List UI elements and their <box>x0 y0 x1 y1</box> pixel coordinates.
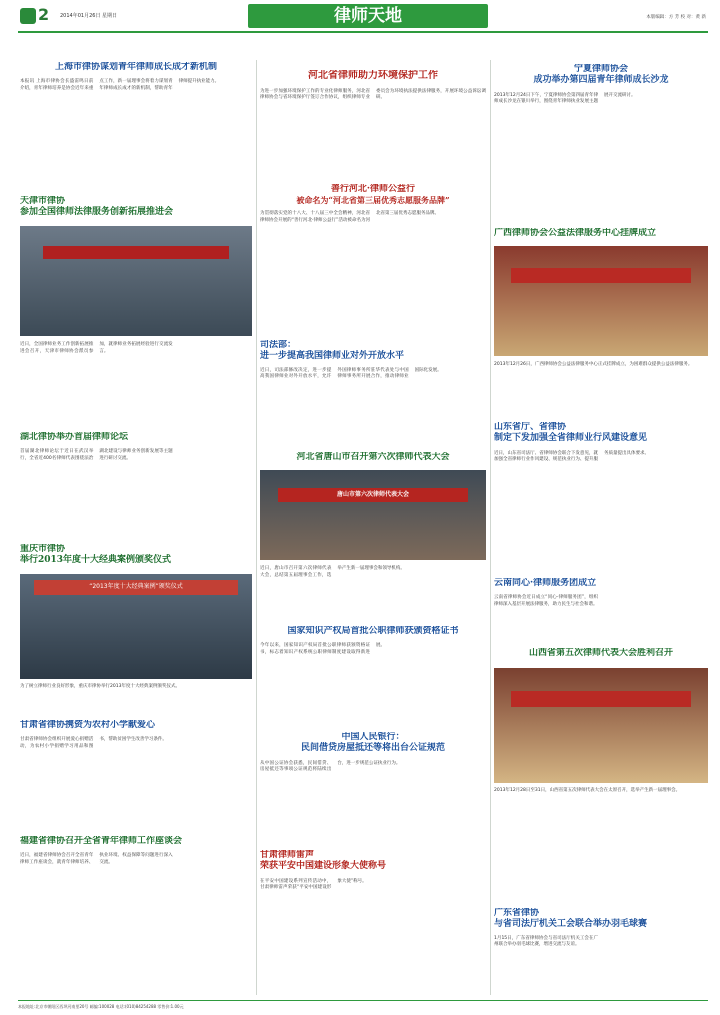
article-fujian <box>20 836 252 996</box>
article-gansu-ambassador <box>260 850 486 996</box>
article-body: 近日，司法部修改决定，进一步提高我国律师业对外开放水平，允许外国律师事务所驻华代表处与中国律师事务所开展合作，推动律师业国际化发展。 <box>260 367 442 380</box>
article-body: 近日，全国律师业务工作创新拓展推进会召开，天津市律师协会派员参加，就律师业务拓展经验进行交流发言。 <box>20 342 173 354</box>
article-body: 今年以来，国家知识产权局首批公职律师获颁资格证书，标志着知识产权系统公职律师制度建设取得新进展。 <box>260 643 385 656</box>
article-title: 福建省律协召开全省青年律师工作座谈会 <box>20 836 183 846</box>
article-subtitle: 参加全国律师法律服务创新拓展推进会 <box>20 207 174 218</box>
photo-banner <box>511 268 691 283</box>
photo-banner <box>511 691 691 707</box>
article-shanxi <box>494 648 708 833</box>
article-title: 河北省唐山市召开第六次律师代表大会 <box>296 452 450 462</box>
article-body: 近日，山东省司法厅、省律师协会联合下发意见，就加强全省律师行业作风建设、规范执业行为、提升服务质量提出具体要求。 <box>494 450 649 463</box>
issue-date: 2014年01月26日 星期日 <box>60 13 118 19</box>
article-title: 善行河北·律师公益行 <box>330 184 416 194</box>
article-subtitle: 进一步提高我国律师业对外开放水平 <box>260 351 405 362</box>
article-title: 中国人民银行： <box>341 732 405 742</box>
article-ipo <box>260 626 486 726</box>
article-tangshan <box>260 452 486 622</box>
section-title: 律师天地 <box>334 6 402 26</box>
article-title: 广东省律协 <box>494 908 540 918</box>
banner-text: 唐山市第六次律师代表大会 <box>278 488 468 502</box>
article-body: 云南省律师协会近日成立“同心·律师服务团”，组织律师深入基层开展法律服务，助力民生与社会和谐。 <box>494 595 598 608</box>
article-body: 为进一步加强环境保护工作的专业化律师服务，河北省律师协会与省环境保护厅签订合作协议，组织律师专业委员会为环境执法提供法律服务，开展环境公益诉讼调研。 <box>260 88 486 101</box>
article-subtitle: 制定下发加强全省律师业行风建设意见 <box>494 433 648 444</box>
article-hebei-env <box>260 70 486 175</box>
article-subtitle: 举行2013年度十大经典案例颁奖仪式 <box>20 555 172 566</box>
article-title: 宁夏律师协会 <box>573 64 628 74</box>
article-body: 为贯彻落实党的十八大、十八届三中全会精神，河北省律师协会开展的“善行河北·律师公益行”活动被命名为河北省第三届优秀志愿服务品牌。 <box>260 211 439 224</box>
article-title: 司法部： <box>260 340 297 350</box>
article-subtitle: 被命名为“河北省第三届优秀志愿服务品牌” <box>296 195 450 206</box>
article-subtitle: 荣获平安中国建设形象大使称号 <box>260 861 387 872</box>
article-body: 1月15日，广东省律师协会与省司法厅机关工会在广州联合举办羽毛球比赛，增进交流与友谊。 <box>494 935 598 948</box>
meeting-photo <box>20 226 252 336</box>
article-body: 近日，福建省律师协会召开全省青年律师工作座谈会，就青年律师培养、执业环境、权益保障等问题进行深入交流。 <box>20 853 173 866</box>
article-guangdong <box>494 908 708 996</box>
ceremony-photo <box>494 246 708 356</box>
column-divider <box>490 60 491 995</box>
article-body: 甘肃省律师协会组织开展爱心捐赠活动，为农村小学捐赠学习用品和图书，帮助贫困学生改善学习条件。 <box>20 737 167 750</box>
header-rule <box>18 31 708 33</box>
article-hubei <box>20 432 252 537</box>
section-banner <box>248 4 488 28</box>
article-body: 2013年12月24日下午，宁夏律师协会第四届青年律师成长沙龙在银川举行，围绕青年律师执业发展主题展开交流研讨。 <box>494 92 636 105</box>
article-title: 上海市律协谋划青年律师成长成才新机制 <box>54 62 217 72</box>
photo-caption: 2013年12月28日至31日，山西省第五次律师代表大会在太原召开，选举产生新一届理事会。 <box>494 788 681 793</box>
page-footer: 本报地址:北京市朝阳区西坝河南里20号 邮编:100028 电话:(010)84254288 零售价:1.00元 <box>18 1000 708 1012</box>
article-title: 山西省第五次律师代表大会胜利召开 <box>528 648 673 658</box>
article-title: 天津市律协 <box>20 196 66 206</box>
article-hebei-volunteer <box>260 184 486 334</box>
article-subtitle: 成功举办第四届青年律师成长沙龙 <box>533 75 669 86</box>
article-moj <box>260 340 486 440</box>
article-title: 重庆市律协 <box>20 544 66 554</box>
article-title: 山东省厅、省律协 <box>494 422 567 432</box>
article-title: 甘肃省律协携资为农村小学献爱心 <box>20 720 156 730</box>
banner-text: “2013年度十大经典案例”颁奖仪式 <box>34 580 238 595</box>
award-photo <box>20 574 252 679</box>
article-subtitle: 民间借贷房屋抵还等将出台公证规范 <box>300 743 445 754</box>
congress-photo <box>260 470 486 560</box>
article-title: 河北省律师助力环境保护工作 <box>308 70 438 81</box>
congress-photo <box>494 668 708 783</box>
article-body: 从中国公证协会获悉，民间借贷、房屋抵还等事项公证规范将陆续出台，进一步规范公证执业行为。 <box>260 760 401 773</box>
article-shandong <box>494 422 708 572</box>
article-chongqing <box>20 544 252 714</box>
photo-caption: 为了树立律师行业良好形象，重庆市律协举行2013年度十大经典案例颁奖仪式。 <box>20 684 180 689</box>
article-pboc <box>260 732 486 842</box>
article-subtitle: 与省司法厅机关工会联合举办羽毛球赛 <box>494 919 648 930</box>
article-tianjin <box>20 196 252 426</box>
article-title: 国家知识产权局首批公职律师获颁资格证书 <box>287 626 459 636</box>
article-title: 湖北律协举办首届律师论坛 <box>20 432 129 442</box>
article-body: 在平安中国建设系列宣传活动中，甘肃律师雷声荣获“平安中国建设形象大使”称号。 <box>260 878 367 891</box>
article-body: 近日，唐山市召开第六次律师代表大会，总结第五届理事会工作，选举产生新一届理事会和领导机构。 <box>260 566 405 578</box>
page-header <box>0 0 720 36</box>
editor-credit: 本版编辑：方 芳 校 对：黄 新 <box>646 15 706 20</box>
article-title: 广西律师协会公益法律服务中心挂牌成立 <box>494 228 657 238</box>
article-body: 首届湖北律师论坛于近日在武汉举行，全省近400名律师代表围绕法治湖北建设与律师业务创新发展等主题进行研讨交流。 <box>20 449 173 462</box>
photo-caption: 2013年12月26日，广西律师协会公益法律服务中心正式挂牌成立，为困难群众提供公益法律服务。 <box>494 362 693 367</box>
photo-banner <box>43 246 229 259</box>
page-number: 2 <box>38 5 50 24</box>
page-logo-icon <box>20 8 36 24</box>
article-guangxi <box>494 228 708 388</box>
article-title: 云南同心·律师服务团成立 <box>494 578 597 588</box>
column-divider <box>256 60 257 995</box>
article-gansu-charity <box>20 720 252 830</box>
article-ningxia <box>494 64 708 224</box>
article-body: 本报讯 上海市律协会长盛雷鸣日前介绍，青年律师培养是协会近年来重点工作，新一届理事会将着力谋划青年律师成长成才的新机制，帮助青年律师提升执业能力。 <box>20 79 220 92</box>
article-yunnan <box>494 578 708 644</box>
article-shanghai <box>20 62 252 192</box>
article-title: 甘肃律师雷声 <box>260 850 315 860</box>
